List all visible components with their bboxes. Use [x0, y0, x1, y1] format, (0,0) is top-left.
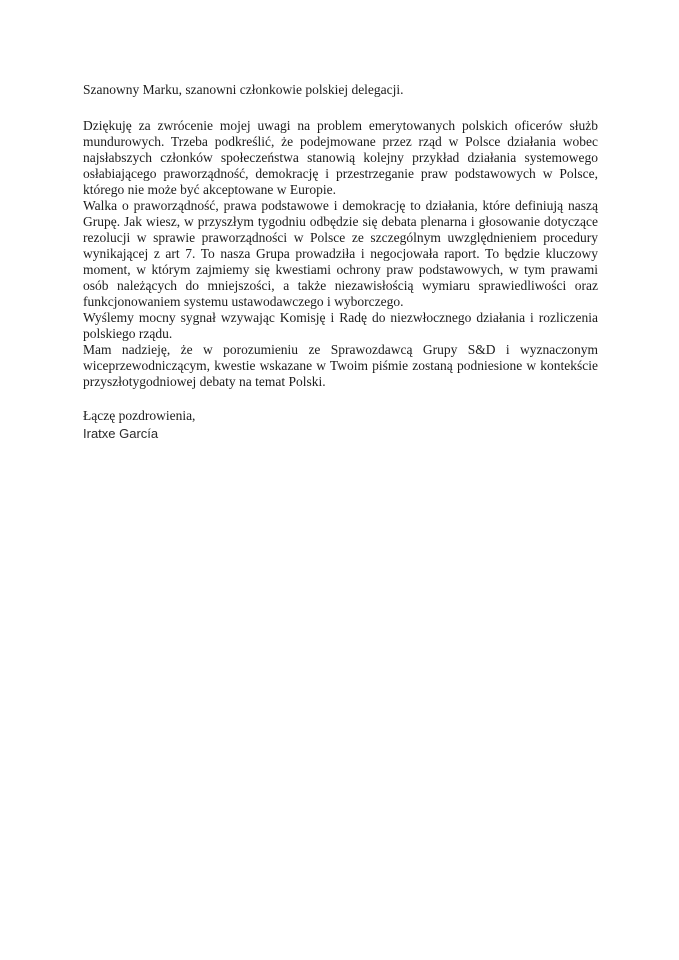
paragraph-rule-of-law: Walka o praworządność, prawa podstawowe i demokrację to działania, które definiują naszą Grupę. Jak wiesz, w przyszłym tygodniu odbędzie się debata plenarna i głosowanie dotyczące rezolucji w sprawie praworządności w Polsce ze szczególnym uwzględnieniem procedury wynikającej z art 7. To nasza Grupa prowadziła i negocjowała raport. To będzie kluczowy moment, w którym zajmiemy się kwestiami ochrony praw podstawowych, w tym prawami osób należących do mniejszości, a także niezawisłością wymiaru sprawiedliwości oraz funkcjonowaniem systemu ustawodawczego i wyborczego.: [83, 198, 598, 309]
closing: Łączę pozdrowienia,: [83, 408, 196, 423]
signature: Iratxe García: [83, 426, 159, 441]
letter-body: [83, 82, 598, 442]
salutation: Szanowny Marku, szanowni członkowie polskiej delegacji.: [83, 82, 404, 97]
closing-block: [83, 408, 598, 442]
paragraph-signal: Wyślemy mocny sygnał wzywając Komisję i Radę do niezwłocznego działania i rozliczenia polskiego rządu.: [83, 310, 598, 341]
paragraph-hope: Mam nadzieję, że w porozumieniu ze Sprawozdawcą Grupy S&D i wyznaczonym wiceprzewodniczącym, kwestie wskazane w Twoim piśmie zostaną podniesione w kontekście przyszłotygodniowej debaty na temat Polski.: [83, 342, 598, 389]
paragraph-intro: Dziękuję za zwrócenie mojej uwagi na problem emerytowanych polskich oficerów służb mundurowych. Trzeba podkreślić, że podejmowane przez rząd w Polsce działania wobec najsłabszych członków społeczeństwa stanowią kolejny przykład działania systemowego osłabiającego praworządność, demokrację i przestrzeganie praw podstawowych w Polsce, którego nie może być akceptowane w Europie.: [83, 118, 598, 197]
